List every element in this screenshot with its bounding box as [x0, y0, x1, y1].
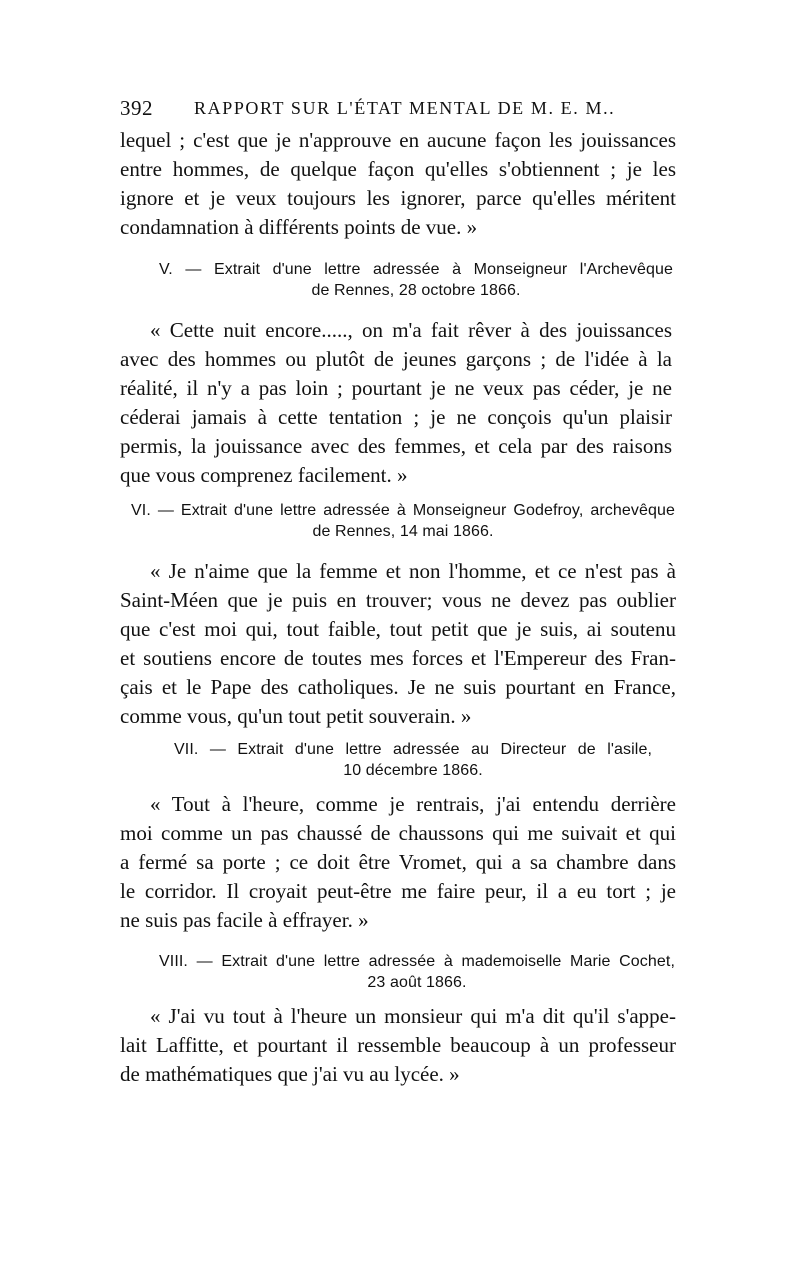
running-head-title: RAPPORT SUR L'ÉTAT MENTAL DE M. E. M..	[194, 98, 616, 118]
text-line: le corridor. Il croyait peut-être me faire peur, il a eu tort ; je	[120, 879, 676, 903]
text-line: lequel ; c'est que je n'approuve en aucune façon les jouissances	[120, 128, 676, 152]
section-heading-vi	[131, 500, 675, 542]
text-line: avec des hommes ou plutôt de jeunes garçons ; de l'idée à la	[120, 347, 672, 371]
paragraph-3	[120, 557, 676, 731]
text-line: çais et le Pape des catholiques. Je ne suis pourtant en France,	[120, 675, 676, 699]
text-line: que c'est moi qui, tout faible, tout petit que je suis, ai soutenu	[120, 617, 676, 641]
text-line: comme vous, qu'un tout petit souverain. »	[120, 704, 472, 728]
text-line: « Je n'aime que la femme et non l'homme, et ce n'est pas à	[150, 559, 676, 583]
running-head	[120, 96, 680, 120]
heading-line: VIII. — Extrait d'une lettre adressée à mademoiselle Marie Cochet,	[159, 953, 675, 970]
section-heading-v	[159, 259, 673, 301]
text-line: de mathématiques que j'ai vu au lycée. »	[120, 1062, 460, 1086]
heading-line: 23 août 1866.	[367, 974, 467, 991]
heading-line: V. — Extrait d'une lettre adressée à Monseigneur l'Archevêque	[159, 261, 673, 278]
text-line: que vous comprenez facilement. »	[120, 463, 408, 487]
paragraph-2	[120, 316, 672, 490]
paragraph-5	[120, 1002, 676, 1089]
text-line: « Cette nuit encore....., on m'a fait rêver à des jouissances	[150, 318, 672, 342]
paragraph-1	[120, 126, 676, 242]
text-line: entre hommes, de quelque façon qu'elles s'obtiennent ; je les	[120, 157, 676, 181]
text-line: et soutiens encore de toutes mes forces et l'Empereur des Fran-	[120, 646, 676, 670]
text-line: ignore et je veux toujours les ignorer, parce qu'elles méritent	[120, 186, 676, 210]
text-line: permis, la jouissance avec des femmes, et cela par des raisons	[120, 434, 672, 458]
heading-line: de Rennes, 28 octobre 1866.	[311, 282, 521, 299]
section-heading-viii	[159, 951, 675, 993]
heading-line: 10 décembre 1866.	[343, 762, 483, 779]
text-line: réalité, il n'y a pas loin ; pourtant je ne veux pas céder, je ne	[120, 376, 672, 400]
paragraph-4	[120, 790, 676, 935]
heading-line: de Rennes, 14 mai 1866.	[312, 523, 494, 540]
text-line: Saint-Méen que je puis en trouver; vous ne devez pas oublier	[120, 588, 676, 612]
heading-line: VII. — Extrait d'une lettre adressée au Directeur de l'asile,	[174, 741, 652, 758]
text-line: ne suis pas facile à effrayer. »	[120, 908, 369, 932]
heading-line: VI. — Extrait d'une lettre adressée à Monseigneur Godefroy, archevêque	[131, 502, 675, 519]
section-heading-vii	[174, 739, 652, 781]
text-line: lait Laffitte, et pourtant il ressemble beaucoup à un professeur	[120, 1033, 676, 1057]
text-line: céderai jamais à cette tentation ; je ne conçois qu'un plaisir	[120, 405, 672, 429]
text-line: « J'ai vu tout à l'heure un monsieur qui m'a dit qu'il s'appe-	[150, 1004, 676, 1028]
page-number: 392	[120, 96, 153, 120]
text-line: « Tout à l'heure, comme je rentrais, j'ai entendu derrière	[150, 792, 676, 816]
text-line: moi comme un pas chaussé de chaussons qui me suivait et qui	[120, 821, 676, 845]
text-line: condamnation à différents points de vue. »	[120, 215, 478, 239]
text-line: a fermé sa porte ; ce doit être Vromet, qui a sa chambre dans	[120, 850, 676, 874]
